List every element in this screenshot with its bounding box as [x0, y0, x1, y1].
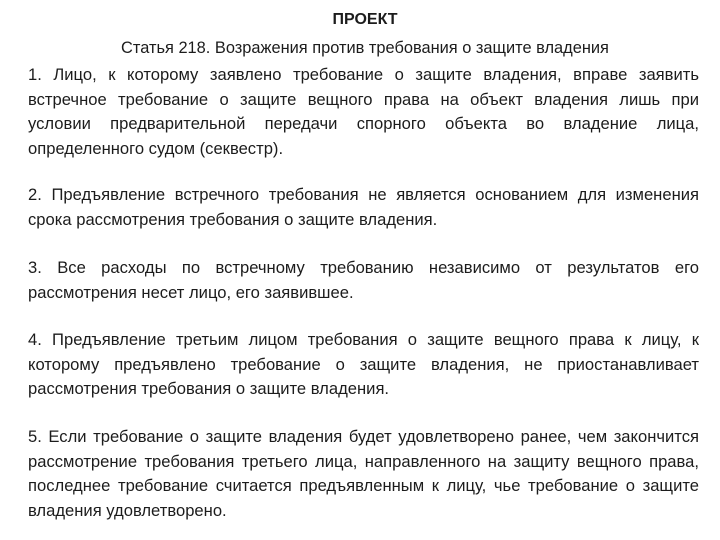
paragraph-2: 2. Предъявление встречного требования не является основанием для изменения срока рассмотрения требования о защите владения. [28, 185, 699, 229]
paragraph-1: 1. Лицо, к которому заявлено требование о защите владения, вправе заявить встречное требование о защите вещного права на объект владения лишь при условии предварительной передачи спорного объекта во владение лица, определенного судом (секвестр). [28, 65, 699, 158]
paragraph-4: 4. Предъявление третьим лицом требования о защите вещного права к лицу, к которому предъявлено требование о защите владения, не приостанавливает рассмотрения требования о защите владения. [28, 330, 699, 398]
paragraph-3: 3. Все расходы по встречному требованию независимо от результатов его рассмотрения несет лицо, его заявившее. [28, 258, 699, 302]
paragraph-5: 5. Если требование о защите владения будет удовлетворено ранее, чем закончится рассмотрение требования третьего лица, направленного на защиту вещного права, последнее требование считается предъявленным к лицу, чье требование о защите владения удовлетворено. [28, 427, 699, 520]
document-title: ПРОЕКТ [332, 11, 398, 28]
article-heading: Статья 218. Возражения против требования о защите владения [121, 39, 609, 57]
